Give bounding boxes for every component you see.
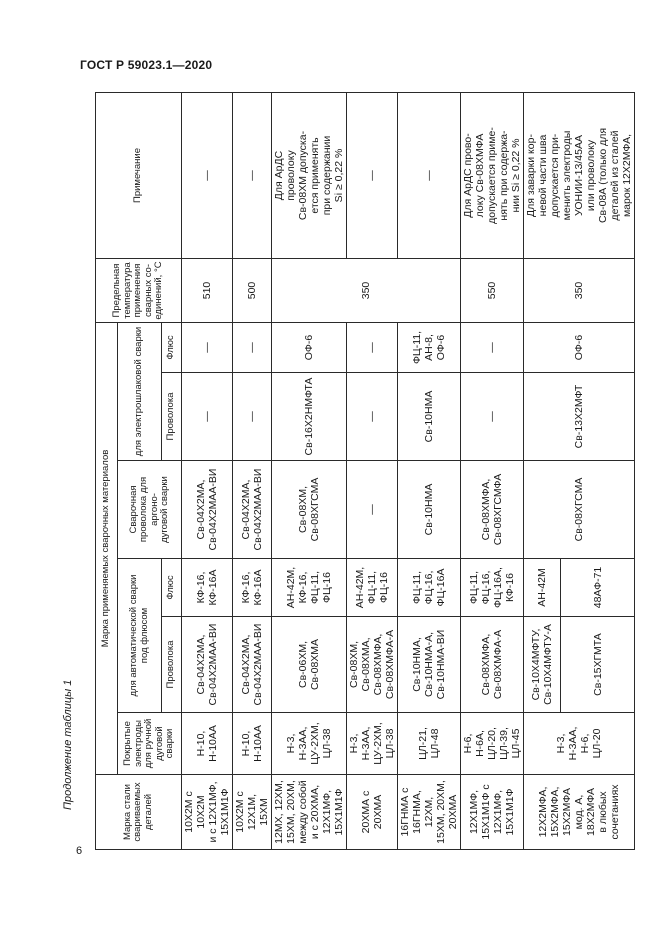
cell-steel: 12Х2МФА, 15Х2МФА, 15Х2МФА мод. А, 18Х2МФА в любых сочетаниях	[524, 775, 635, 850]
header-coated-electrodes: Покрытые электроды для ручной дуговой сварки	[118, 713, 182, 775]
cell-temp: 510	[182, 259, 233, 323]
cell-note: Для АрДС проволоку Св-08ХМ допуска- ется применять при содержании Si ≥ 0,22 %	[272, 93, 347, 259]
header-steel-grade: Марка стали свариваемых деталей	[96, 775, 182, 850]
cell-es-flux: —	[182, 323, 233, 373]
cell-argon: Св-04Х2МА, Св-04Х2МАА-ВИ	[233, 461, 272, 559]
cell-es-wire: —	[347, 373, 398, 461]
cell-es-wire: —	[461, 373, 524, 461]
table-row	[182, 93, 233, 850]
cell-steel: 20ХМА с 20ХМА	[347, 775, 398, 850]
materials-table	[95, 92, 635, 850]
cell-auto-flux: ФЦ-11, ФЦ-16, ФЦ-16А	[398, 559, 461, 617]
cell-electrodes: Н-3, Н-3АА, ЦУ-2ХМ, ЦЛ-38	[272, 713, 347, 775]
cell-auto-wire-b: Св-15ХГМТА	[561, 617, 635, 713]
cell-auto-wire: Св-10НМА, Св-10НМА-А, Св-10НМА-ВИ	[398, 617, 461, 713]
cell-steel: 10Х2М с 10Х2М и с 12Х1МФ, 15Х1М1Ф	[182, 775, 233, 850]
cell-argon: Св-08ХМФА, Св-08ХГСМФА	[461, 461, 524, 559]
cell-auto-flux-a: АН-42М	[524, 559, 561, 617]
header-es-flux: Флюс	[162, 323, 182, 373]
cell-argon: Св-08ХГСМА	[524, 461, 635, 559]
table-row	[461, 93, 524, 850]
cell-argon: Св-04Х2МА, Св-04Х2МАА-ВИ	[182, 461, 233, 559]
cell-es-wire: Св-13Х2МФТ	[524, 373, 635, 461]
cell-electrodes: ЦЛ-21, ЦЛ-48	[398, 713, 461, 775]
cell-auto-flux: КФ-16, КФ-16А	[233, 559, 272, 617]
cell-auto-wire-a: Св-10Х4МФТУ, Св-10Х4МФТУ-А	[524, 617, 561, 713]
table-row	[398, 93, 461, 850]
page-number: 6	[76, 845, 83, 857]
header-argon-wire: Сварочная проволока для аргоно- дуговой сварки	[118, 461, 182, 559]
cell-steel: 12Х1МФ, 15Х1М1Ф с 12Х1МФ, 15Х1М1Ф	[461, 775, 524, 850]
cell-es-flux: —	[233, 323, 272, 373]
cell-argon: —	[347, 461, 398, 559]
cell-argon: Св-10НМА	[398, 461, 461, 559]
cell-note: —	[182, 93, 233, 259]
cell-steel: 10Х2М с 12Х1М, 15ХМ	[233, 775, 272, 850]
cell-note: Для АрДС прово- локу Св-08ХМФА допускается приме- нять при содержа- нии Si ≥ 0,22 %	[461, 93, 524, 259]
cell-es-wire: —	[233, 373, 272, 461]
cell-es-flux: ОФ-6	[524, 323, 635, 373]
header-note: Примечание	[96, 93, 182, 259]
cell-auto-flux-b: 48АФ-71	[561, 559, 635, 617]
table-row	[524, 93, 561, 850]
table-row	[347, 93, 398, 850]
cell-note: —	[398, 93, 461, 259]
header-auto-submerged: для автоматической сварки под флюсом	[118, 559, 162, 713]
cell-temp: 500	[233, 259, 272, 323]
cell-argon: Св-08ХМ, Св-08ХГСМА	[272, 461, 347, 559]
cell-auto-wire: Св-06ХМ, Св-08ХМА	[272, 617, 347, 713]
cell-auto-wire: Св-04Х2МА, Св-04Х2МАА-ВИ	[233, 617, 272, 713]
cell-temp: 550	[461, 259, 524, 323]
standard-header: ГОСТ Р 59023.1—2020	[80, 58, 213, 72]
cell-steel: 16ГНМА с 16ГНМА, 12ХМ, 15ХМ, 20ХМ, 20ХМА	[398, 775, 461, 850]
cell-auto-wire: Св-04Х2МА, Св-04Х2МАА-ВИ	[182, 617, 233, 713]
cell-es-flux: ОФ-6	[272, 323, 347, 373]
cell-auto-flux: АН-42М, КФ-16, ФЦ-11, ФЦ-16	[272, 559, 347, 617]
header-auto-wire: Проволока	[162, 617, 182, 713]
cell-es-flux: —	[347, 323, 398, 373]
cell-electrodes: Н-10, Н-10АА	[182, 713, 233, 775]
table-caption: Продолжение таблицы 1	[62, 679, 74, 810]
header-materials-group: Марка применяемых сварочных материалов	[96, 323, 118, 775]
cell-steel: 12МХ, 12ХМ, 15ХМ, 20ХМ, между собой и с 20ХМА, 12Х1МФ, 15Х1М1Ф	[272, 775, 347, 850]
cell-note: —	[233, 93, 272, 259]
cell-electrodes: Н-10, Н-10АА	[233, 713, 272, 775]
cell-auto-flux: АН-42М, ФЦ-11, ФЦ-16	[347, 559, 398, 617]
cell-electrodes: Н-3, Н-3АА, ЦУ-2ХМ, ЦЛ-38	[347, 713, 398, 775]
cell-note: —	[347, 93, 398, 259]
cell-auto-flux: ФЦ-11, ФЦ-16, ФЦ-16А, КФ-16	[461, 559, 524, 617]
cell-es-wire: —	[182, 373, 233, 461]
table-row	[272, 93, 347, 850]
header-auto-flux: Флюс	[162, 559, 182, 617]
cell-es-flux: —	[461, 323, 524, 373]
cell-auto-wire: Св-08ХМФА, Св-08ХМФА-А	[461, 617, 524, 713]
header-es-wire: Проволока	[162, 373, 182, 461]
rotated-table	[95, 93, 633, 850]
cell-note: Для заварки кор- невой части шва допускается при- менить электроды УОНИИ-13/45АА или проволоку Св-08А (только для деталей из сталей марок 12Х2МФА,	[524, 93, 635, 259]
cell-es-wire: Св-10НМА	[398, 373, 461, 461]
header-max-temp: Предельная температура применения сварных со- единений, °С	[96, 259, 182, 323]
table-row	[233, 93, 272, 850]
cell-temp: 350	[524, 259, 635, 323]
cell-electrodes: Н-6, Н-6А, ЦЛ-20, ЦЛ-39, ЦЛ-45	[461, 713, 524, 775]
cell-electrodes: Н-3, Н-3АА, Н-6, ЦЛ-20	[524, 713, 635, 775]
cell-auto-wire: Св-08ХМ, Св-08ХМА, Св-08ХМФА, Св-08ХМФА-А	[347, 617, 398, 713]
cell-es-wire: Св-16Х2НМФТА	[272, 373, 347, 461]
cell-temp: 350	[272, 259, 461, 323]
header-electroslag: для электрошлаковой сварки	[118, 323, 162, 461]
cell-auto-flux: КФ-16, КФ-16А	[182, 559, 233, 617]
cell-es-flux: ФЦ-11, АН-8, ОФ-6	[398, 323, 461, 373]
